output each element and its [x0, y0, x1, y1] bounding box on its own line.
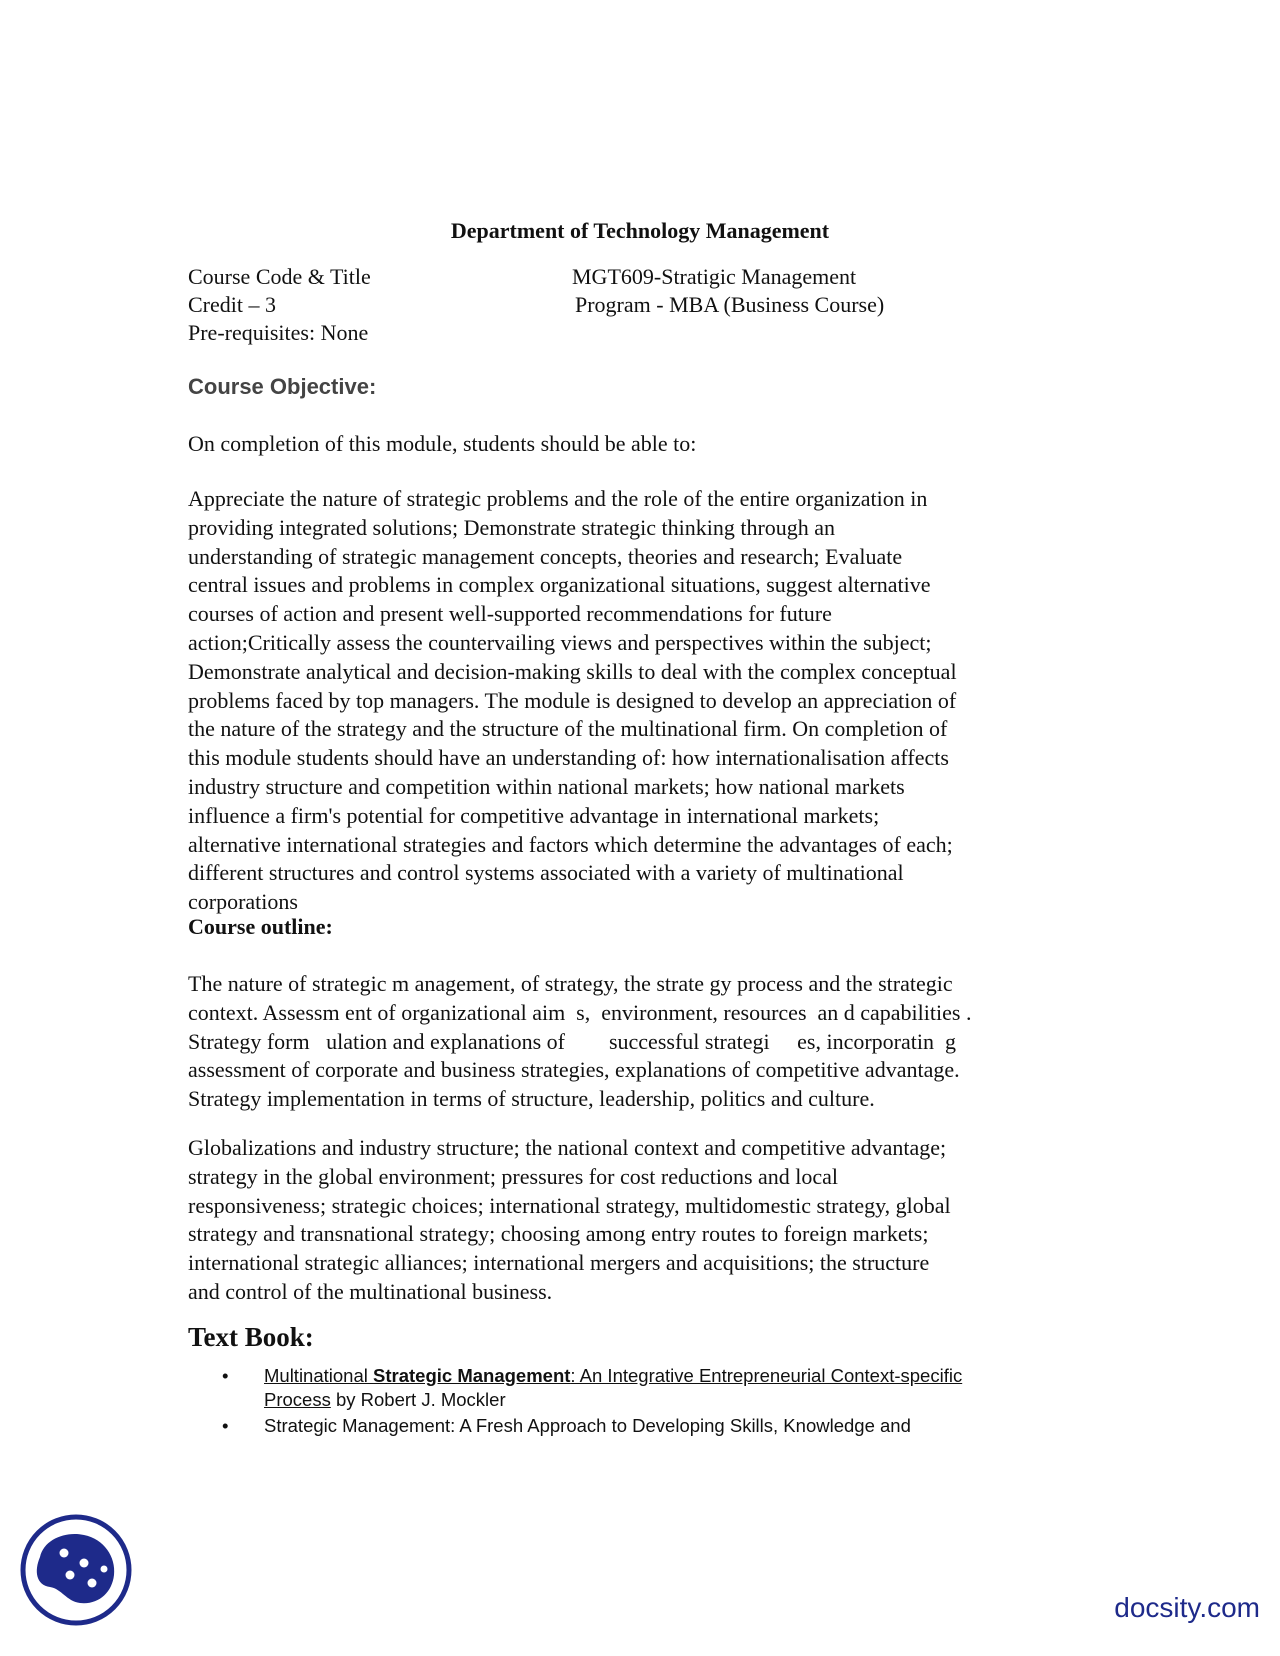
objective-intro: On completion of this module, students should be able to: [188, 431, 697, 456]
objective-line: influence a firm's potential for competitive advantage in international markets; [188, 802, 880, 828]
list-item [222, 1414, 1082, 1438]
objective-line: industry structure and competition within national markets; how national markets [188, 773, 905, 799]
objective-line: corporations [188, 889, 298, 915]
course-code-value: MGT609-Stratigic Management [572, 264, 857, 289]
docsity-logo-icon [20, 1513, 134, 1629]
course-outline-heading: Course outline: [188, 914, 333, 939]
docsity-brand-link[interactable]: docsity.com [1114, 1592, 1260, 1623]
bullet-icon: • [222, 1365, 229, 1386]
textbook-author: by Robert J. Mockler [330, 1389, 506, 1410]
outline-line: and control of the multinational business. [188, 1278, 553, 1304]
program-value: Program - MBA (Business Course) [575, 292, 885, 317]
course-code-label: Course Code & Title [188, 264, 371, 289]
outline-line: The nature of strategic m anagement, of strategy, the strate gy process and the strategic [188, 971, 953, 996]
course-objective-heading: Course Objective: [188, 374, 377, 399]
list-item [222, 1364, 1082, 1412]
objective-line: central issues and problems in complex organizational situations, suggest alternative [188, 572, 931, 598]
outline-paragraph-2 [188, 1134, 1078, 1307]
bullet-icon: • [222, 1415, 229, 1436]
outline-line: context. Assessm ent of organizational aim s, environment, resources an d capabilities . [188, 999, 972, 1025]
objective-line: this module students should have an understanding of: how internationalisation affects [188, 745, 949, 771]
objective-line: understanding of strategic management concepts, theories and research; Evaluate [188, 543, 903, 569]
objective-line: action;Critically assess the countervailing views and perspectives within the subject; [188, 629, 932, 655]
outline-line: strategy in the global environment; pressures for cost reductions and local [188, 1163, 839, 1189]
objective-line: alternative international strategies and factors which determine the advantages of each; [188, 831, 953, 857]
objective-line: courses of action and present well-supported recommendations for future [188, 601, 832, 627]
credit-label: Credit – 3 [188, 292, 276, 317]
objective-line: Demonstrate analytical and decision-making skills to deal with the complex conceptual [188, 658, 957, 684]
textbook-title: Strategic Management: A Fresh Approach to Developing Skills, Knowledge and [264, 1415, 911, 1436]
prerequisites: Pre-requisites: None [188, 320, 369, 345]
outline-line: Globalizations and industry structure; the national context and competitive advantage; [188, 1135, 947, 1160]
objective-line: problems faced by top managers. The module is designed to develop an appreciation of [188, 687, 957, 713]
outline-line: responsiveness; strategic choices; international strategy, multidomestic strategy, global [188, 1192, 951, 1218]
objective-line: providing integrated solutions; Demonstrate strategic thinking through an [188, 514, 836, 540]
objective-line: the nature of the strategy and the structure of the multinational firm. On completion of [188, 716, 948, 742]
textbook-link[interactable]: Multinational Strategic Management: An Integrative Entrepreneurial Context-specific Process [264, 1365, 963, 1410]
outline-line: international strategic alliances; international mergers and acquisitions; the structure [188, 1250, 930, 1276]
outline-paragraph-1 [188, 970, 1078, 1114]
outline-line: strategy and transnational strategy; choosing among entry routes to foreign markets; [188, 1221, 929, 1247]
objective-paragraph [188, 485, 1078, 917]
department-title: Department of Technology Management [450, 218, 830, 243]
outline-line: Strategy implementation in terms of structure, leadership, politics and culture. [188, 1086, 875, 1112]
objective-line: Appreciate the nature of strategic problems and the role of the entire organization in [188, 486, 928, 511]
outline-line: assessment of corporate and business strategies, explanations of competitive advantage. [188, 1057, 960, 1083]
text-book-heading: Text Book: [188, 1322, 314, 1352]
textbook-list [222, 1364, 1082, 1440]
objective-line: different structures and control systems associated with a variety of multinational [188, 860, 904, 886]
outline-line: Strategy form ulation and explanations of successful strategi es, incorporatin g [188, 1028, 956, 1054]
